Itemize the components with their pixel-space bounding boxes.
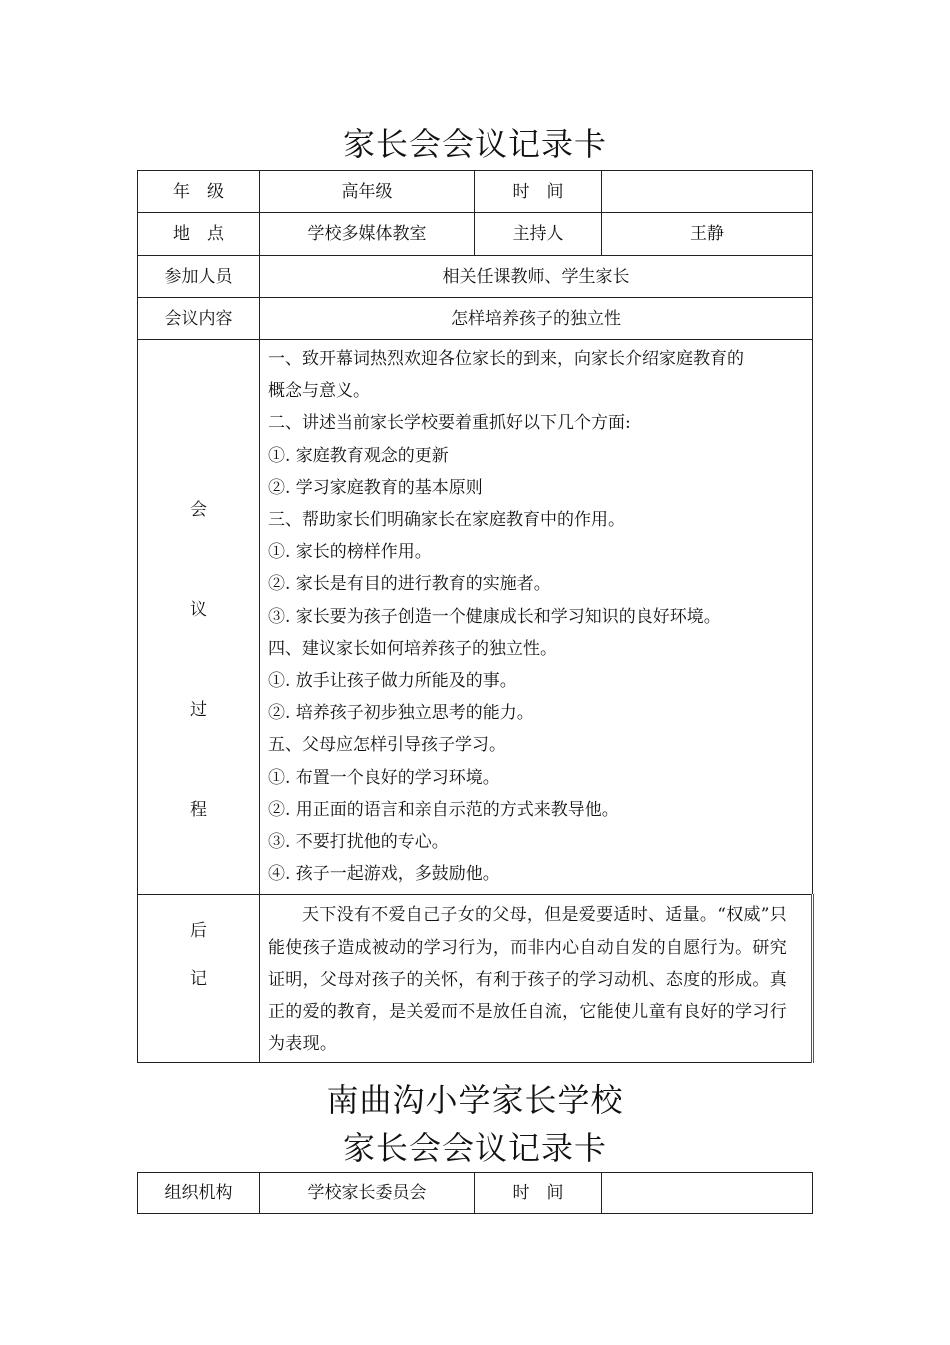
process-label-char: 程	[190, 800, 207, 820]
card1-title: 家长会会议记录卡	[342, 125, 607, 163]
process-line: 一、致开幕词热烈欢迎各位家长的到来，向家长介绍家庭教育的	[268, 349, 744, 369]
process-label	[138, 340, 260, 895]
time-label: 时 间	[475, 1173, 602, 1214]
process-line: ②. 培养孩子初步独立思考的能力。	[268, 703, 534, 724]
postscript-label	[138, 895, 260, 1063]
process-line: 四、建议家长如何培养孩子的独立性。	[268, 638, 557, 659]
process-label-char: 会	[190, 500, 207, 520]
place-row	[138, 213, 813, 256]
second-record-table	[137, 1172, 813, 1214]
org-row	[138, 1173, 813, 1214]
process-line: ①. 放手让孩子做力所能及的事。	[268, 671, 517, 692]
process-label-char: 议	[190, 600, 207, 620]
postscript-label-char: 后	[190, 921, 207, 942]
grade-value: 高年级	[260, 171, 475, 213]
content-value: 怎样培养孩子的独立性	[260, 298, 813, 340]
postscript-row	[138, 895, 813, 1063]
process-line: 二、讲述当前家长学校要着重抓好以下几个方面:	[268, 413, 631, 434]
place-value: 学校多媒体教室	[260, 213, 475, 256]
process-label-char: 过	[190, 700, 207, 720]
card2-title: 家长会会议记录卡	[342, 1129, 607, 1167]
process-line: ②. 用正面的语言和亲自示范的方式来教导他。	[268, 799, 619, 820]
process-line: ③. 不要打扰他的专心。	[268, 832, 449, 853]
process-line: ②. 学习家庭教育的基本原则	[268, 477, 483, 498]
attendees-label: 参加人员	[138, 256, 260, 298]
grade-label: 年 级	[138, 171, 260, 213]
host-value: 王静	[602, 213, 813, 256]
time-value	[602, 171, 813, 213]
content-row	[138, 298, 813, 340]
process-line: ④. 孩子一起游戏，多鼓励他。	[268, 864, 500, 885]
org-label: 组织机构	[138, 1173, 260, 1214]
place-label: 地 点	[138, 213, 260, 256]
process-row	[138, 340, 813, 895]
host-label: 主持人	[475, 213, 602, 256]
content-label: 会议内容	[138, 298, 260, 340]
process-line: ①. 家庭教育观念的更新	[268, 445, 449, 466]
process-line: 五、父母应怎样引导孩子学习。	[268, 735, 506, 756]
process-line: 三、帮助家长们明确家长在家庭教育中的作用。	[268, 510, 625, 531]
meeting-record-table	[137, 170, 814, 1063]
process-line: ③. 家长要为孩子创造一个健康成长和学习知识的良好环境。	[268, 606, 721, 627]
process-line: 概念与意义。	[268, 381, 370, 402]
org-value: 学校家长委员会	[260, 1173, 475, 1214]
time-value	[602, 1173, 813, 1214]
process-line: ①. 布置一个良好的学习环境。	[268, 767, 500, 788]
postscript-content	[260, 895, 813, 1063]
process-line: ①. 家长的榜样作用。	[268, 542, 432, 563]
time-label: 时 间	[475, 171, 602, 213]
postscript-label-char: 记	[190, 969, 207, 990]
school-title: 南曲沟小学家长学校	[326, 1081, 624, 1119]
attendees-row	[138, 256, 813, 298]
process-line: ②. 家长是有目的进行教育的实施者。	[268, 574, 551, 595]
attendees-value: 相关任课教师、学生家长	[260, 256, 813, 298]
grade-row	[138, 171, 813, 213]
postscript-text: 天下没有不爱自己子女的父母，但是爱要适时、适量。“权威”只能使孩子造成被动的学习行为，而非内心自动自发的自愿行为。研究证明，父母对孩子的关怀，有利于孩子的学习动机、态度的形成。真正的爱的教育，是关爱而不是放任自流，它能使儿童有良好的学习行为表现。	[268, 905, 788, 1055]
process-content	[260, 340, 813, 895]
